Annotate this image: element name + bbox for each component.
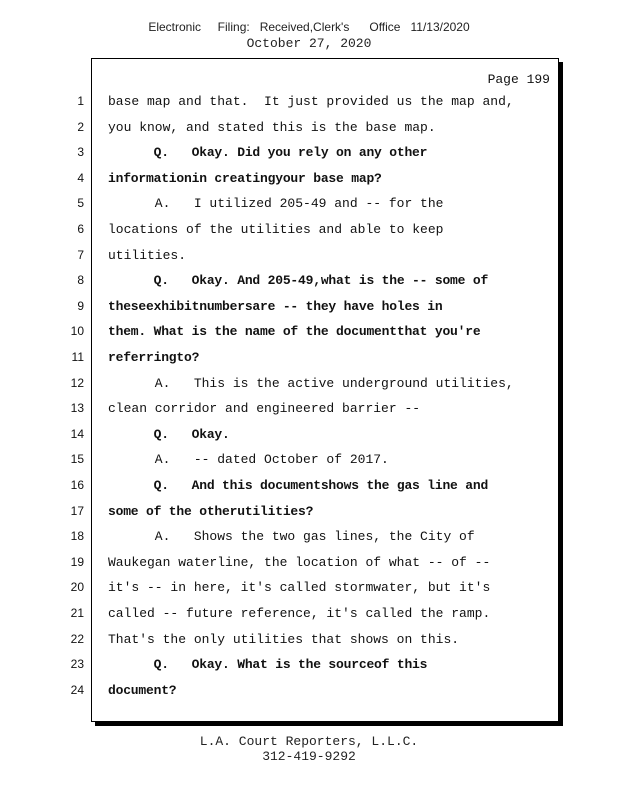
line-text: Q. Okay. <box>108 426 230 442</box>
line-number: 1 <box>77 94 84 108</box>
transcript-line <box>0 580 560 606</box>
line-text: some of the otherutilities? <box>108 503 314 519</box>
line-number: 14 <box>70 426 84 441</box>
line-text: That's the only utilities that shows on this. <box>108 631 460 647</box>
line-text: clean corridor and engineered barrier -- <box>108 401 421 417</box>
transcript-line <box>0 222 560 248</box>
transcript-line <box>0 606 560 632</box>
line-text: locations of the utilities and able to keep <box>108 222 444 237</box>
line-number: 20 <box>70 580 84 595</box>
transcript-line <box>0 427 560 453</box>
line-text: utilities. <box>108 247 187 263</box>
line-number: 23 <box>70 657 84 672</box>
line-text: A. I utilized 205-49 and -- for the <box>108 196 444 212</box>
line-text: theseexhibitnumbersare -- they have holes in <box>108 298 443 314</box>
line-number: 22 <box>70 631 84 646</box>
line-text: Q. Okay. What is the sourceof this <box>108 657 428 673</box>
transcript-line <box>0 555 560 581</box>
line-number: 21 <box>70 606 84 620</box>
transcript-line <box>0 632 560 658</box>
line-text: Waukegan waterline, the location of what -- of -- <box>108 554 491 570</box>
line-text: Q. Okay. Did you rely on any other <box>108 145 428 161</box>
line-number: 17 <box>70 503 84 518</box>
line-text: A. Shows the two gas lines, the City of <box>108 529 475 545</box>
line-number: 19 <box>70 554 84 569</box>
line-text: Q. And this documentshows the gas line and <box>108 478 489 493</box>
line-number: 13 <box>70 401 84 416</box>
transcript-line <box>0 171 560 197</box>
line-text: it's -- in here, it's called stormwater, but it's <box>108 580 491 596</box>
transcript-line <box>0 299 560 325</box>
line-text: document? <box>108 682 177 698</box>
line-text: base map and that. It just provided us the map and, <box>108 94 514 109</box>
line-text: A. This is the active underground utilities, <box>108 375 514 391</box>
line-number: 18 <box>70 529 84 544</box>
line-number: 11 <box>71 350 84 364</box>
line-number: 10 <box>70 324 84 339</box>
transcript-line <box>0 478 560 504</box>
line-text: called -- future reference, it's called the ramp. <box>108 606 491 621</box>
line-text: informationin creatingyour base map? <box>108 170 382 186</box>
line-number: 3 <box>77 145 84 160</box>
line-number: 9 <box>77 298 84 313</box>
filing-stamp: Electronic Filing: Received,Clerk's Office 11/13/2020 <box>148 20 470 34</box>
transcript-line <box>0 683 560 709</box>
line-number: 8 <box>77 273 84 288</box>
transcript-line <box>0 529 560 555</box>
transcript-line <box>0 273 560 299</box>
line-text: A. -- dated October of 2017. <box>108 452 389 468</box>
line-number: 6 <box>77 222 84 236</box>
transcript-line <box>0 401 560 427</box>
transcript-line <box>0 196 560 222</box>
page-number: Page 199 <box>487 72 550 87</box>
transcript-line <box>0 657 560 683</box>
footer <box>0 734 618 764</box>
transcript-line <box>0 376 560 402</box>
line-number: 7 <box>77 247 84 262</box>
transcript-line <box>0 120 560 146</box>
transcript-line <box>0 452 560 478</box>
line-text: you know, and stated this is the base map. <box>108 119 436 135</box>
transcript-line <box>0 94 560 120</box>
line-number: 2 <box>77 119 84 134</box>
line-number: 12 <box>70 375 84 390</box>
line-number: 24 <box>70 682 84 697</box>
line-text: them. What is the name of the documentthat you're <box>108 324 481 340</box>
line-number: 15 <box>70 452 84 467</box>
line-number: 16 <box>70 478 84 492</box>
transcript-line <box>0 324 560 350</box>
line-text: Q. Okay. And 205-49,what is the -- some of <box>108 273 489 289</box>
deposition-date: October 27, 2020 <box>246 36 372 51</box>
reporter-phone: 312-419-9292 <box>262 749 356 764</box>
line-number: 5 <box>77 196 84 211</box>
transcript-line <box>0 504 560 530</box>
reporter-company: L.A. Court Reporters, L.L.C. <box>199 734 419 749</box>
transcript-line <box>0 350 560 376</box>
transcript-line <box>0 248 560 274</box>
line-number: 4 <box>77 170 84 185</box>
transcript-line <box>0 145 560 171</box>
line-text: referringto? <box>108 350 200 365</box>
